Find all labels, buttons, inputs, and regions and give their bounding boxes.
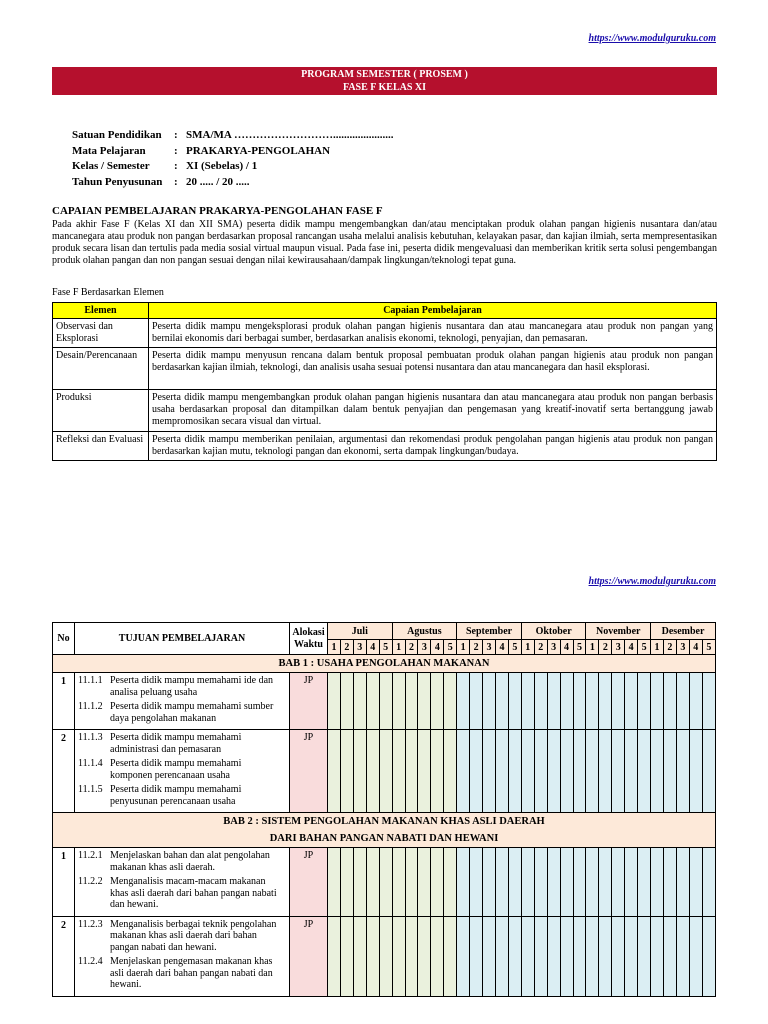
bab-title [53,813,716,848]
tp-text: Peserta didik mampu memahami ide dan analisa peluang usaha [110,675,274,698]
week-cell[interactable] [586,730,599,813]
week-number: 4 [495,640,508,655]
week-cell[interactable] [328,673,341,730]
bab-title [53,655,716,673]
tp-header: TUJUAN PEMBELAJARAN [75,623,290,655]
week-cell[interactable] [483,673,496,730]
week-cell[interactable] [495,916,508,996]
cp-paragraph: Pada akhir Fase F (Kelas XI dan XII SMA) peserta didik mampu mengembangkan dan/atau menciptakan produk olahan pangan higienis nusantara dan/atau mancanegara atau produk non pangan berdasarkan proposal rancangan usaha melalui analisis kebutuhan, kelayakan pasar, dan kajian ilmiah, serta mempresentasikan produk secara lisan dan tertulis pada media sosial virtual maupun visual. Pada fase ini, peserta didik mengevaluasi dan memberikan kritik serta solusi pengembangan produk olahan pangan dan non pangan sesuai dengan nilai kewirausahaan/dampak lingkungan/teknologi tepat guna. [52,219,717,266]
week-cell[interactable] [638,848,651,917]
week-cell[interactable] [392,730,405,813]
tp-cell [75,848,290,917]
info-label: Mata Pelajaran [72,144,146,157]
tp-code: 11.2.2 [78,876,103,887]
info-value: XI (Sebelas) / 1 [186,160,258,172]
website-link-bottom[interactable]: https://www.modulguruku.com [588,576,716,587]
info-colon: : [174,175,178,188]
week-number: 3 [483,640,496,655]
info-colon: : [174,144,178,157]
week-number: 2 [470,640,483,655]
week-cell[interactable] [676,916,689,996]
bab-title-line: BAB 2 : SISTEM PENGOLAHAN MAKANAN KHAS ASLI DAERAH [223,816,545,827]
week-cell[interactable] [573,673,586,730]
week-number: 4 [625,640,638,655]
week-cell[interactable] [405,730,418,813]
week-cell[interactable] [495,673,508,730]
tp-code: 11.1.4 [78,758,103,769]
week-number: 3 [418,640,431,655]
tp-cell [75,730,290,813]
week-cell[interactable] [702,848,715,917]
elemen-row [53,348,717,390]
info-label: Satuan Pendidikan [72,129,162,141]
tp-item [78,876,286,911]
tp-item [78,758,286,781]
elemen-name: Observasi dan Eksplorasi [53,319,149,348]
week-cell[interactable] [586,848,599,917]
row-number: 1 [53,848,75,917]
elemen-header: Elemen [53,303,149,319]
week-cell[interactable] [470,673,483,730]
week-cell[interactable] [366,673,379,730]
tp-text: Peserta didik mampu memahami komponen perencanaan usaha [110,758,242,781]
week-cell[interactable] [573,916,586,996]
elemen-name: Desain/Perencanaan [53,348,149,390]
week-cell[interactable] [702,730,715,813]
week-cell[interactable] [534,848,547,917]
tp-item [78,784,286,807]
week-cell[interactable] [457,673,470,730]
info-row [72,128,393,144]
week-number: 1 [521,640,534,655]
week-cell[interactable] [521,848,534,917]
month-header: Agustus [392,623,457,640]
elemen-row [53,319,717,348]
elemen-row [53,390,717,432]
week-cell[interactable] [612,673,625,730]
week-cell[interactable] [573,730,586,813]
week-number: 2 [340,640,353,655]
row-number: 2 [53,916,75,996]
tp-code: 11.2.3 [78,918,103,930]
month-header: November [586,623,651,640]
week-cell[interactable] [495,730,508,813]
week-cell[interactable] [560,848,573,917]
info-colon: : [174,160,178,172]
week-cell[interactable] [470,916,483,996]
week-cell[interactable] [508,730,521,813]
week-cell[interactable] [689,673,702,730]
title-banner [52,67,717,95]
tp-code: 11.1.3 [78,732,103,743]
week-cell[interactable] [457,730,470,813]
week-cell[interactable] [625,916,638,996]
info-colon: : [174,129,178,141]
info-row [72,175,393,191]
week-number: 3 [353,640,366,655]
week-cell[interactable] [560,673,573,730]
week-cell[interactable] [366,848,379,917]
week-cell[interactable] [457,848,470,917]
week-cell[interactable] [534,916,547,996]
week-cell[interactable] [444,673,457,730]
elemen-capaian: Peserta didik mampu memberikan penilaian, argumentasi dan rekomendasi produk pengolahan pangan higienis atau produk non pangan berdasarkan kajian mutu, teknologi pangan dan ekonomi, serta dampak lingkungan/budaya. [149,432,717,461]
week-number: 4 [366,640,379,655]
week-cell[interactable] [534,673,547,730]
week-cell[interactable] [521,916,534,996]
week-number: 3 [612,640,625,655]
week-cell[interactable] [444,916,457,996]
month-header: Juli [328,623,393,640]
week-cell[interactable] [599,916,612,996]
week-cell[interactable] [340,730,353,813]
week-number: 1 [392,640,405,655]
tp-item [78,850,286,873]
alokasi-cell: JP [290,730,328,813]
info-value: SMA/MA ………………………...................... [186,129,394,141]
week-cell[interactable] [328,916,341,996]
bab-title-line: DARI BAHAN PANGAN NABATI DAN HEWANI [269,833,499,844]
info-row [72,144,393,160]
week-cell[interactable] [340,916,353,996]
capaian-header: Capaian Pembelajaran [149,303,717,319]
week-cell[interactable] [547,730,560,813]
week-cell[interactable] [599,730,612,813]
tp-item [78,701,286,724]
week-number: 1 [457,640,470,655]
tp-text: Peserta didik mampu memahami administrasi dan pemasaran [110,732,242,755]
tp-item [78,956,286,991]
week-cell[interactable] [470,848,483,917]
bab-row [53,813,716,848]
week-number: 2 [534,640,547,655]
week-number: 3 [676,640,689,655]
week-cell[interactable] [418,848,431,917]
prosem-table [52,622,716,997]
week-cell[interactable] [689,848,702,917]
week-cell[interactable] [612,730,625,813]
week-cell[interactable] [431,848,444,917]
week-cell[interactable] [328,848,341,917]
bab-title-line: BAB 1 : USAHA PENGOLAHAN MAKANAN [278,658,490,669]
week-cell[interactable] [689,916,702,996]
week-cell[interactable] [651,730,664,813]
week-cell[interactable] [508,673,521,730]
week-cell[interactable] [702,673,715,730]
elemen-name: Produksi [53,390,149,432]
week-cell[interactable] [444,848,457,917]
week-number: 5 [444,640,457,655]
month-header: Desember [651,623,716,640]
week-cell[interactable] [431,730,444,813]
week-cell[interactable] [366,730,379,813]
week-cell[interactable] [547,673,560,730]
info-label: Tahun Penyusunan [72,175,163,188]
week-cell[interactable] [353,730,366,813]
week-cell[interactable] [547,848,560,917]
week-cell[interactable] [379,916,392,996]
tp-text: Menjelaskan bahan dan alat pengolahan makanan khas asli daerah. [110,850,270,873]
row-number: 2 [53,730,75,813]
week-cell[interactable] [625,848,638,917]
week-cell[interactable] [599,848,612,917]
row-number: 1 [53,673,75,730]
elemen-capaian: Peserta didik mampu mengembangkan produk olahan pangan higienis nusantara dan atau mancanegara atau produk non pangan berbasis usaha berdasarkan proposal dan ditampilkan dalam bentuk penyajian dan pengemasan yang kreatif-inovatif serta bertanggung jawab mempromosikan secara visual dan virtual. [149,390,717,432]
week-cell[interactable] [495,848,508,917]
week-cell[interactable] [508,848,521,917]
week-cell[interactable] [612,848,625,917]
week-cell[interactable] [573,848,586,917]
week-cell[interactable] [521,730,534,813]
tp-text: Menganalisis berbagai teknik pengolahan makanan khas asli daerah dari bahan pangan nabati dan hewani. [110,918,277,953]
elemen-table [52,302,717,461]
week-number: 4 [431,640,444,655]
info-value: PRAKARYA-PENGOLAHAN [186,144,331,157]
tp-text: Menganalisis macam-macam makanan khas asli daerah dari bahan pangan nabati dan hewani. [110,876,277,910]
week-number: 3 [547,640,560,655]
week-cell[interactable] [638,916,651,996]
week-cell[interactable] [457,916,470,996]
week-cell[interactable] [663,848,676,917]
tp-row [53,848,716,917]
week-cell[interactable] [586,673,599,730]
week-cell[interactable] [340,848,353,917]
week-number: 1 [586,640,599,655]
week-cell[interactable] [599,673,612,730]
week-cell[interactable] [483,848,496,917]
tp-text: Menjelaskan pengemasan makanan khas asli daerah dari bahan pangan nabati dan hewani. [110,956,273,990]
week-cell[interactable] [625,730,638,813]
week-cell[interactable] [663,916,676,996]
week-cell[interactable] [651,916,664,996]
tp-item [78,732,286,755]
week-cell[interactable] [353,916,366,996]
identity-info [72,128,393,190]
week-cell[interactable] [547,916,560,996]
week-cell[interactable] [625,673,638,730]
week-cell[interactable] [353,848,366,917]
week-cell[interactable] [638,673,651,730]
week-cell[interactable] [418,916,431,996]
week-cell[interactable] [612,916,625,996]
elemen-row [53,432,717,461]
no-header: No [53,623,75,655]
week-cell[interactable] [418,673,431,730]
tp-row [53,916,716,996]
tp-row [53,730,716,813]
week-cell[interactable] [392,916,405,996]
info-label: Kelas / Semester [72,160,150,172]
week-cell[interactable] [431,673,444,730]
week-cell[interactable] [676,730,689,813]
week-number: 4 [560,640,573,655]
week-cell[interactable] [663,730,676,813]
week-number: 5 [508,640,521,655]
fase-elemen-label: Fase F Berdasarkan Elemen [52,287,164,298]
tp-code: 11.1.5 [78,784,103,795]
tp-row [53,673,716,730]
alokasi-cell: JP [290,916,328,996]
week-number: 2 [599,640,612,655]
week-cell[interactable] [689,730,702,813]
week-cell[interactable] [405,848,418,917]
week-cell[interactable] [534,730,547,813]
week-cell[interactable] [353,673,366,730]
week-cell[interactable] [470,730,483,813]
week-number: 1 [328,640,341,655]
elemen-capaian: Peserta didik mampu menyusun rencana dalam bentuk proposal pembuatan produk olahan pangan higienis atau produk non pangan berdasarkan kajian ilmiah, teknologi, dan analisis usaha sesuai potensi nusantara dan atau mancanegara dan hasil eksplorasi. [149,348,717,390]
week-cell[interactable] [379,848,392,917]
week-cell[interactable] [560,916,573,996]
week-cell[interactable] [651,673,664,730]
alokasi-header: Alokasi Waktu [290,623,328,655]
week-cell[interactable] [702,916,715,996]
week-number: 2 [405,640,418,655]
tp-code: 11.1.2 [78,701,103,712]
week-cell[interactable] [328,730,341,813]
tp-code: 11.1.1 [78,675,103,686]
month-header: Oktober [521,623,586,640]
tp-cell [75,673,290,730]
tp-code: 11.2.4 [78,956,103,967]
cp-title: CAPAIAN PEMBELAJARAN PRAKARYA-PENGOLAHAN FASE F [52,205,383,217]
week-cell[interactable] [483,730,496,813]
week-cell[interactable] [379,730,392,813]
week-cell[interactable] [392,848,405,917]
week-cell[interactable] [392,673,405,730]
week-cell[interactable] [340,673,353,730]
week-cell[interactable] [676,673,689,730]
tp-text: Peserta didik mampu memahami penyusunan perencanaan usaha [110,784,242,807]
week-cell[interactable] [586,916,599,996]
week-number: 5 [638,640,651,655]
week-number: 5 [573,640,586,655]
tp-cell [75,916,290,996]
week-cell[interactable] [405,673,418,730]
banner-subtitle: FASE F KELAS XI [342,82,427,93]
bab-row [53,655,716,673]
alokasi-cell: JP [290,673,328,730]
week-number: 2 [663,640,676,655]
info-row [72,159,393,175]
tp-item [78,919,286,954]
week-cell[interactable] [379,673,392,730]
week-cell[interactable] [418,730,431,813]
week-cell[interactable] [638,730,651,813]
elemen-name: Refleksi dan Evaluasi [53,432,149,461]
elemen-capaian: Peserta didik mampu mengeksplorasi produk olahan pangan higienis nusantara dan atau mancanegara atau produk non pangan yang bernilai ekonomis dari berbagai sumber, berdasarkan analisis ekonomi, teknologi, penyajian, dan pemasaran. [149,319,717,348]
week-cell[interactable] [483,916,496,996]
week-number: 5 [379,640,392,655]
alokasi-cell: JP [290,848,328,917]
week-number: 1 [651,640,664,655]
month-header: September [457,623,522,640]
tp-code: 11.2.1 [78,850,103,861]
week-number: 5 [702,640,715,655]
week-cell[interactable] [444,730,457,813]
week-cell[interactable] [676,848,689,917]
week-cell[interactable] [405,916,418,996]
week-number: 4 [689,640,702,655]
week-cell[interactable] [508,916,521,996]
week-cell[interactable] [651,848,664,917]
week-cell[interactable] [521,673,534,730]
website-link-top[interactable]: https://www.modulguruku.com [588,33,716,44]
week-cell[interactable] [431,916,444,996]
week-cell[interactable] [560,730,573,813]
prosem-header-row [53,623,716,640]
info-value: 20 ..... / 20 ..... [186,175,250,188]
tp-item [78,675,286,698]
banner-title: PROGRAM SEMESTER ( PROSEM ) [301,69,468,80]
week-cell[interactable] [663,673,676,730]
week-cell[interactable] [366,916,379,996]
tp-text: Peserta didik mampu memahami sumber daya pengolahan makanan [110,701,274,724]
